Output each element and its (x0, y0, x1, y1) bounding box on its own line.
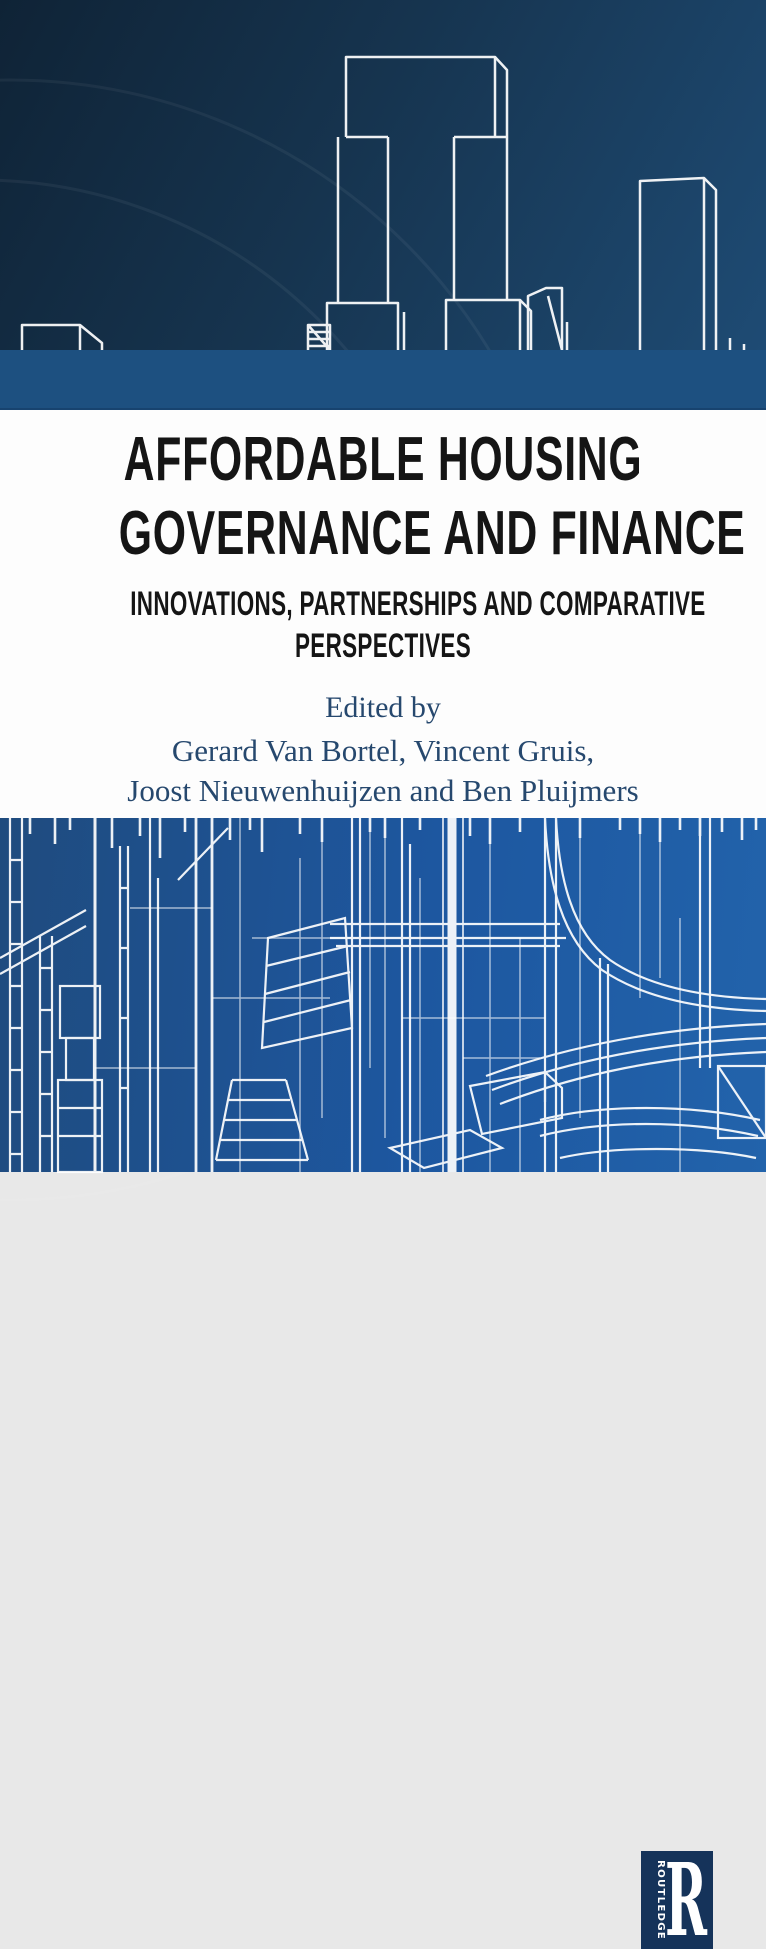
editors-line-2: Joost Nieuwenhuijzen and Ben Pluijmers (127, 773, 639, 808)
sky-section (0, 0, 766, 350)
routledge-logo-art (641, 1841, 713, 1949)
book-subtitle (0, 583, 766, 667)
editors-line-1: Gerard Van Bortel, Vincent Gruis, (171, 733, 595, 768)
title-line-2: GOVERNANCE AND FINANCE (118, 499, 746, 568)
editor-names (0, 731, 766, 811)
band-divider (0, 350, 766, 410)
routledge-r-logo (641, 1841, 713, 1949)
blueprint-city-art (0, 818, 766, 1172)
title-line-1: AFFORDABLE HOUSING (123, 425, 643, 494)
city-section (0, 818, 766, 1949)
wireframe-skyline-art (0, 0, 766, 350)
subtitle-line-1: INNOVATIONS, PARTNERSHIPS AND COMPARATIVE (130, 585, 706, 623)
routledge-r-letter: R (665, 1841, 708, 1949)
subtitle-line-2: PERSPECTIVES (294, 627, 472, 665)
book-title (0, 423, 766, 571)
routledge-vertical-name: ROUTLEDGE (655, 1860, 666, 1939)
edited-by-label: Edited by (325, 691, 441, 724)
